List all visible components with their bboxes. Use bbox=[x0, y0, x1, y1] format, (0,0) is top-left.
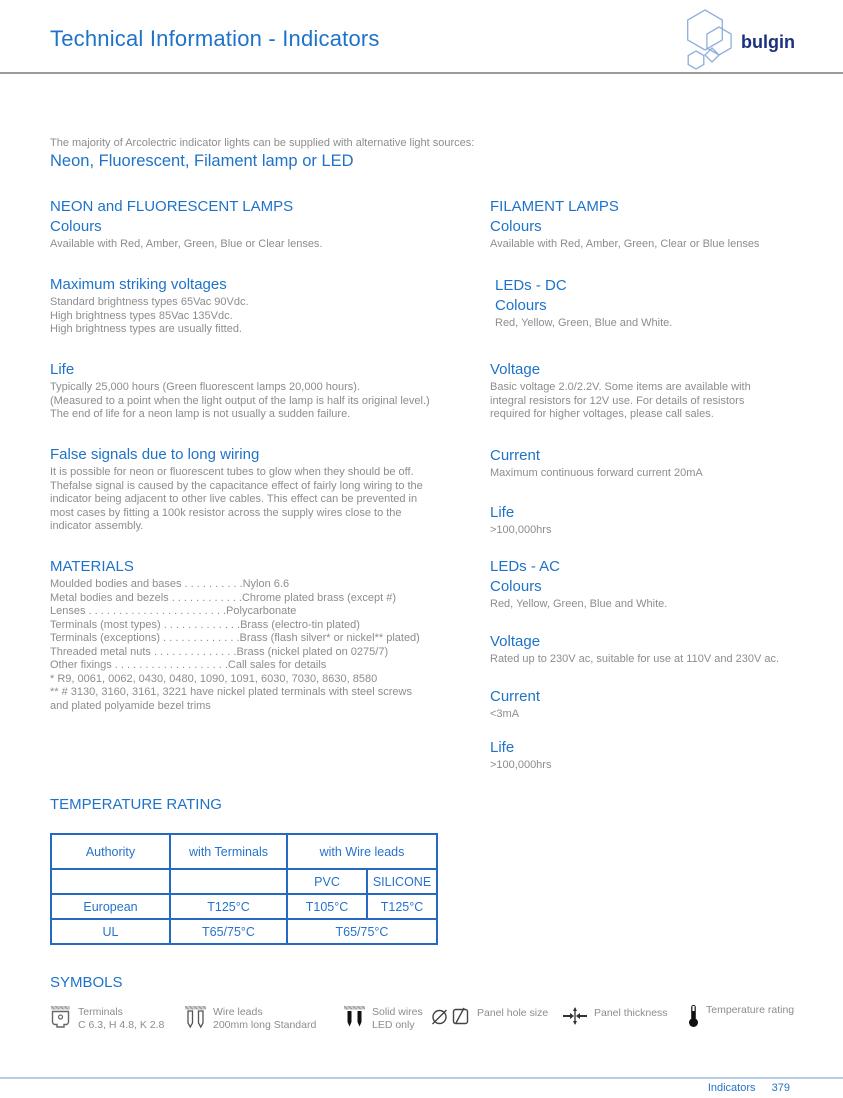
page-title: Technical Information - Indicators bbox=[50, 26, 380, 51]
section-body: Available with Red, Amber, Green, Clear or Blue lenses bbox=[490, 238, 760, 250]
section-neon-fluorescent bbox=[50, 198, 480, 252]
intro-light-sources: Neon, Fluorescent, Filament lamp or LED bbox=[50, 152, 354, 170]
materials-footnote: * R9, 0061, 0062, 0430, 0480, 1090, 1091, 6030, 7030, 8630, 8580 bbox=[50, 672, 378, 685]
symbol-temperature-rating bbox=[688, 1004, 794, 1028]
section-title: Maximum striking voltages bbox=[50, 276, 227, 293]
section-body-line: Basic voltage 2.0/2.2V. Some items are available with bbox=[490, 381, 751, 393]
section-dc-current bbox=[490, 447, 830, 481]
table-header-terminals: with Terminals bbox=[170, 834, 287, 869]
section-false-signals bbox=[50, 446, 480, 534]
table-subheader-pvc: PVC bbox=[287, 869, 367, 894]
bulgin-logo-text: bulgin bbox=[741, 31, 795, 52]
section-neon-life bbox=[50, 361, 480, 422]
section-subtitle: Colours bbox=[495, 297, 547, 314]
materials-footnote: and plated polyamide bezel trims bbox=[50, 699, 211, 712]
section-body-line: integral resistors for 12V use. For details of resistors bbox=[490, 394, 745, 407]
section-leds-dc bbox=[495, 277, 672, 331]
footer-section-name: Indicators bbox=[707, 1082, 756, 1094]
table-cell-empty bbox=[170, 869, 287, 894]
intro-line: The majority of Arcolectric indicator lights can be supplied with alternative light sources: bbox=[50, 137, 475, 149]
bulgin-logo-icon bbox=[683, 8, 739, 70]
section-subtitle: Colours bbox=[490, 218, 542, 235]
section-title: LEDs - DC bbox=[495, 277, 567, 294]
section-title: MATERIALS bbox=[50, 558, 134, 575]
section-dc-voltage bbox=[490, 361, 830, 422]
header-divider bbox=[0, 72, 843, 74]
table-cell-empty bbox=[51, 869, 170, 894]
symbol-label: Wire leads 200mm long Standard bbox=[213, 1006, 317, 1031]
section-title: Life bbox=[490, 739, 515, 756]
wire-leads-icon bbox=[185, 1006, 206, 1032]
symbol-label: Terminals C 6.3, H 4.8, K 2.8 bbox=[78, 1006, 165, 1031]
section-title: Life bbox=[50, 361, 75, 378]
section-filament-lamps bbox=[490, 198, 830, 252]
section-materials bbox=[50, 558, 480, 713]
section-title: LEDs - AC bbox=[490, 558, 561, 575]
diameter-icon bbox=[430, 1007, 449, 1026]
section-body: >100,000hrs bbox=[490, 759, 552, 771]
symbol-terminals bbox=[50, 1006, 164, 1032]
table-cell-terminals: T125°C bbox=[170, 894, 287, 919]
section-title: Current bbox=[490, 447, 541, 464]
section-body-line: High brightness types are usually fitted. bbox=[50, 323, 242, 335]
materials-line: Metal bodies and bezels . . . . . . . . . . . .Chrome plated brass (except #) bbox=[50, 591, 397, 604]
section-title: FILAMENT LAMPS bbox=[490, 198, 619, 215]
section-body-line: Typically 25,000 hours (Green fluorescent lamps 20,000 hours). bbox=[50, 381, 360, 393]
section-subtitle: Colours bbox=[50, 218, 102, 235]
materials-line: Moulded bodies and bases . . . . . . . . . .Nylon 6.6 bbox=[50, 578, 290, 590]
temperature-rating-table bbox=[50, 833, 438, 945]
section-title: NEON and FLUORESCENT LAMPS bbox=[50, 198, 294, 215]
materials-line: Lenses . . . . . . . . . . . . . . . . . . . . . . .Polycarbonate bbox=[50, 605, 297, 617]
section-title: False signals due to long wiring bbox=[50, 446, 260, 463]
symbol-label: Panel hole size bbox=[477, 1007, 549, 1019]
section-body-line: most cases by fitting a 100k resistor across the supply wires close to the bbox=[50, 506, 402, 519]
table-cell-wire-leads: T65/75°C bbox=[287, 919, 437, 944]
section-body-line: High brightness types 85Vac 135Vdc. bbox=[50, 309, 233, 322]
section-title: Voltage bbox=[490, 361, 541, 378]
section-title: Life bbox=[490, 504, 515, 521]
section-body: Available with Red, Amber, Green, Blue or Clear lenses. bbox=[50, 238, 323, 250]
section-leds-ac bbox=[490, 558, 830, 612]
terminals-icon bbox=[50, 1006, 71, 1032]
section-body-line: Standard brightness types 65Vac 90Vdc. bbox=[50, 296, 249, 308]
table-cell-pvc: T105°C bbox=[287, 894, 367, 919]
bulgin-logo bbox=[683, 8, 793, 70]
section-ac-life bbox=[490, 739, 830, 773]
footer-page-number: 379 bbox=[771, 1082, 790, 1094]
section-title: Current bbox=[490, 688, 541, 705]
section-body-line: The end of life for a neon lamp is not usually a sudden failure. bbox=[50, 408, 351, 420]
table-cell-authority: European bbox=[51, 894, 170, 919]
section-body-line: Thefalse signal is caused by the capacitance effect of fairly long wiring to the bbox=[50, 479, 423, 492]
symbol-solid-wires bbox=[344, 1006, 423, 1032]
panel-cutout-icon bbox=[452, 1007, 470, 1026]
section-body: Maximum continuous forward current 20mA bbox=[490, 467, 703, 479]
footer-divider bbox=[0, 1077, 843, 1079]
section-ac-current bbox=[490, 688, 830, 722]
section-body: Red, Yellow, Green, Blue and White. bbox=[495, 317, 673, 329]
table-subheader-silicone: SILICONE bbox=[367, 869, 437, 894]
section-body-line: indicator assembly. bbox=[50, 520, 144, 532]
materials-footnote: ** # 3130, 3160, 3161, 3221 have nickel plated terminals with steel screws bbox=[50, 686, 412, 698]
symbol-label: Panel thickness bbox=[594, 1007, 668, 1019]
symbol-panel-thickness bbox=[563, 1007, 668, 1025]
section-title: Voltage bbox=[490, 633, 541, 650]
section-body-line: required for higher voltages, please call sales. bbox=[490, 408, 714, 420]
table-row bbox=[51, 919, 437, 944]
symbol-wire-leads bbox=[185, 1006, 316, 1032]
table-header-authority: Authority bbox=[51, 834, 170, 869]
table-cell-silicone: T125°C bbox=[367, 894, 437, 919]
section-body: <3mA bbox=[490, 708, 520, 720]
footer-page-info bbox=[708, 1082, 790, 1094]
section-ac-voltage bbox=[490, 633, 830, 667]
section-body: Rated up to 230V ac, suitable for use at 110V and 230V ac. bbox=[490, 653, 780, 665]
section-body: Red, Yellow, Green, Blue and White. bbox=[490, 598, 668, 610]
table-header-wire-leads: with Wire leads bbox=[287, 834, 437, 869]
section-body-line: It is possible for neon or fluorescent tubes to glow when they should be off. bbox=[50, 466, 414, 478]
materials-line: Other fixings . . . . . . . . . . . . . . . . . . .Call sales for details bbox=[50, 659, 327, 671]
materials-line: Threaded metal nuts . . . . . . . . . . . . . .Brass (nickel plated on 0275/7) bbox=[50, 645, 389, 658]
temperature-rating-title: TEMPERATURE RATING bbox=[50, 796, 222, 813]
section-body-line: indicator being adjacent to other live cables. This effect can be prevented in bbox=[50, 493, 418, 505]
thermometer-icon bbox=[688, 1004, 699, 1028]
symbol-label: Solid wires LED only bbox=[372, 1006, 423, 1031]
table-row bbox=[51, 894, 437, 919]
section-striking-voltages bbox=[50, 276, 480, 337]
materials-line: Terminals (exceptions) . . . . . . . . . . . . .Brass (flash silver* or nickel** plated) bbox=[50, 632, 420, 644]
symbol-panel-hole bbox=[430, 1007, 548, 1026]
section-subtitle: Colours bbox=[490, 578, 542, 595]
section-body-line: (Measured to a point when the light output of the lamp is half its original level.) bbox=[50, 394, 430, 407]
solid-wires-icon bbox=[344, 1006, 365, 1032]
table-cell-terminals: T65/75°C bbox=[170, 919, 287, 944]
table-cell-authority: UL bbox=[51, 919, 170, 944]
symbol-label: Temperature rating bbox=[706, 1004, 795, 1016]
section-dc-life bbox=[490, 504, 830, 538]
symbols-title: SYMBOLS bbox=[50, 974, 123, 991]
materials-line: Terminals (most types) . . . . . . . . . . . . .Brass (electro-tin plated) bbox=[50, 618, 360, 631]
panel-thickness-icon bbox=[563, 1007, 587, 1025]
section-body: >100,000hrs bbox=[490, 524, 552, 536]
